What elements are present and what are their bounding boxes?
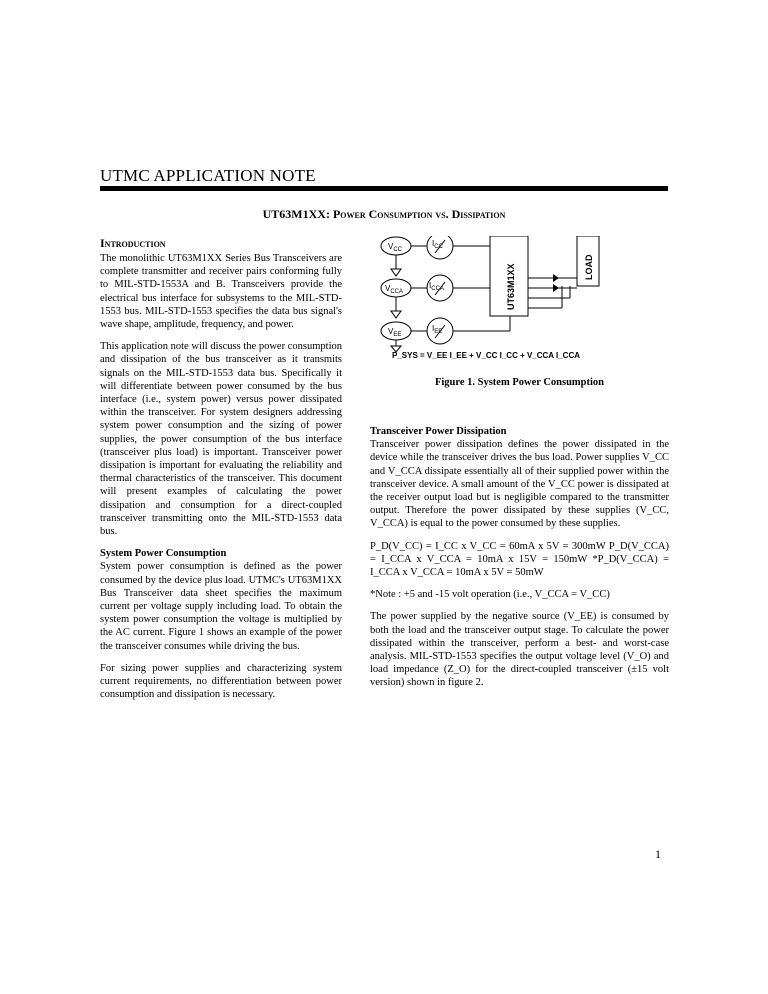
- document-title-main: UT63M1XX:: [262, 207, 333, 221]
- header-title: UTMC APPLICATION NOTE: [100, 166, 316, 185]
- dissipation-formula: P_D(V_CC) = I_CC x V_CC = 60mA x 5V = 300mW P_D(V_CCA) = I_CCA x V_CCA = 10mA x 15V = 150mW *P_D(V_CCA) = I_CCA x V_CCA = 10mA x 5V = 50mW: [370, 540, 669, 579]
- system-power-section: [100, 547, 342, 653]
- intro-paragraph-1: The monolithic UT63M1XX Series Bus Transceivers are complete transmitter and receiver pairs conforming fully to MIL-STD-1553A and B. Transceivers provide the electrical bus interface for subsystems to the MIL-STD-1553 bus. MIL-STD-1553 specifies the data bus signal's wave shape, amplitude, frequency, and power.: [100, 253, 342, 331]
- document-title-rest: Power Consumption vs. Dissipation: [332, 207, 506, 221]
- document-title: [0, 207, 768, 222]
- dissipation-section: [370, 425, 669, 531]
- system-power-paragraph-1: System power consumption is defined as the power consumed by the device plus load. UTMC's UT63M1XX Bus Transceiver data sheet specifies the maximum current per voltage supply including load. To obtain the system power consumption the voltage is multiplied by the AC current. Figure 1 shows an example of the power the transceiver consumes while driving the bus.: [100, 561, 342, 652]
- system-power-heading: System Power Consumption: [100, 548, 227, 560]
- system-power-diagram: [370, 236, 620, 361]
- dissipation-heading: Transceiver Power Dissipation: [370, 426, 507, 437]
- dissipation-paragraph-2: The power supplied by the negative source (V_EE) is consumed by both the load and the transceiver output stage. To calculate the power dissipated within the transceiver, perform a best- and worst-case analysis. MIL-STD-1553 specifies the output voltage level (V_O) and load impedance (Z_O) for the direct-coupled transceiver (±15 volt version) shown in figure 2.: [370, 611, 669, 689]
- intro-heading: Introduction: [100, 236, 166, 250]
- vee-label: $V_{EE}$: [388, 327, 402, 338]
- figure-caption: Figure 1. System Power Consumption: [434, 377, 605, 388]
- page-number: 1: [655, 847, 661, 861]
- icca-label: $I_{CCA}$: [429, 281, 444, 292]
- vcc-label: $V_{CC}$: [388, 242, 403, 253]
- chip-label: UT63M1XX: [506, 263, 516, 310]
- right-column: [370, 425, 669, 699]
- vcca-label: $V_{CCA}$: [385, 284, 404, 295]
- load-label: LOAD: [584, 254, 594, 280]
- dissipation-note: *Note : +5 and -15 volt operation (i.e., V_CCA = V_CC): [370, 589, 610, 601]
- intro-paragraph-2: This application note will discuss the power consumption and dissipation of the bus transceiver as it transmits signals on the MIL-STD-1553 data bus. Specifically it will differentiate between power consumed by the bus interface (i.e., system power) versus power dissipated within the transceiver. For system designers addressing system power consumption and the sizing of power supplies, the power consumption of the bus interface (transceiver plus load) is important. Transceiver power dissipation is important for evaluating the reliability and thermal characteristics of the transceiver. This document will present examples of calculating the power dissipation and consumption for a direct-coupled transceiver transmitting onto the MIL-STD-1553 data bus.: [100, 341, 342, 538]
- iee-label: $I_{EE}$: [432, 324, 443, 335]
- icc-label: $I_{CC}$: [432, 239, 443, 250]
- power-equation: P_SYS = V_EE I_EE + V_CC I_CC + V_CCA I_CCA: [392, 351, 581, 360]
- left-column: [100, 252, 342, 711]
- header-rule: [100, 186, 668, 191]
- dissipation-paragraph-1: Transceiver power dissipation defines the power dissipated in the device while the transceiver drives the bus load. Power supplies V_CC and V_CCA dissipate essentially all of their supplied power within the transceiver device. A small amount of the V_CC power is dissipated at the receiver output load but is negligible compared to the transmitter output. Therefore the power dissipated by these supplies (V_CC, V_CCA) is equal to the power consumed by these supplies.: [370, 439, 669, 530]
- system-power-paragraph-2: For sizing power supplies and characterizing system current requirements, no differentiation between power consumption and dissipation is necessary.: [100, 662, 342, 701]
